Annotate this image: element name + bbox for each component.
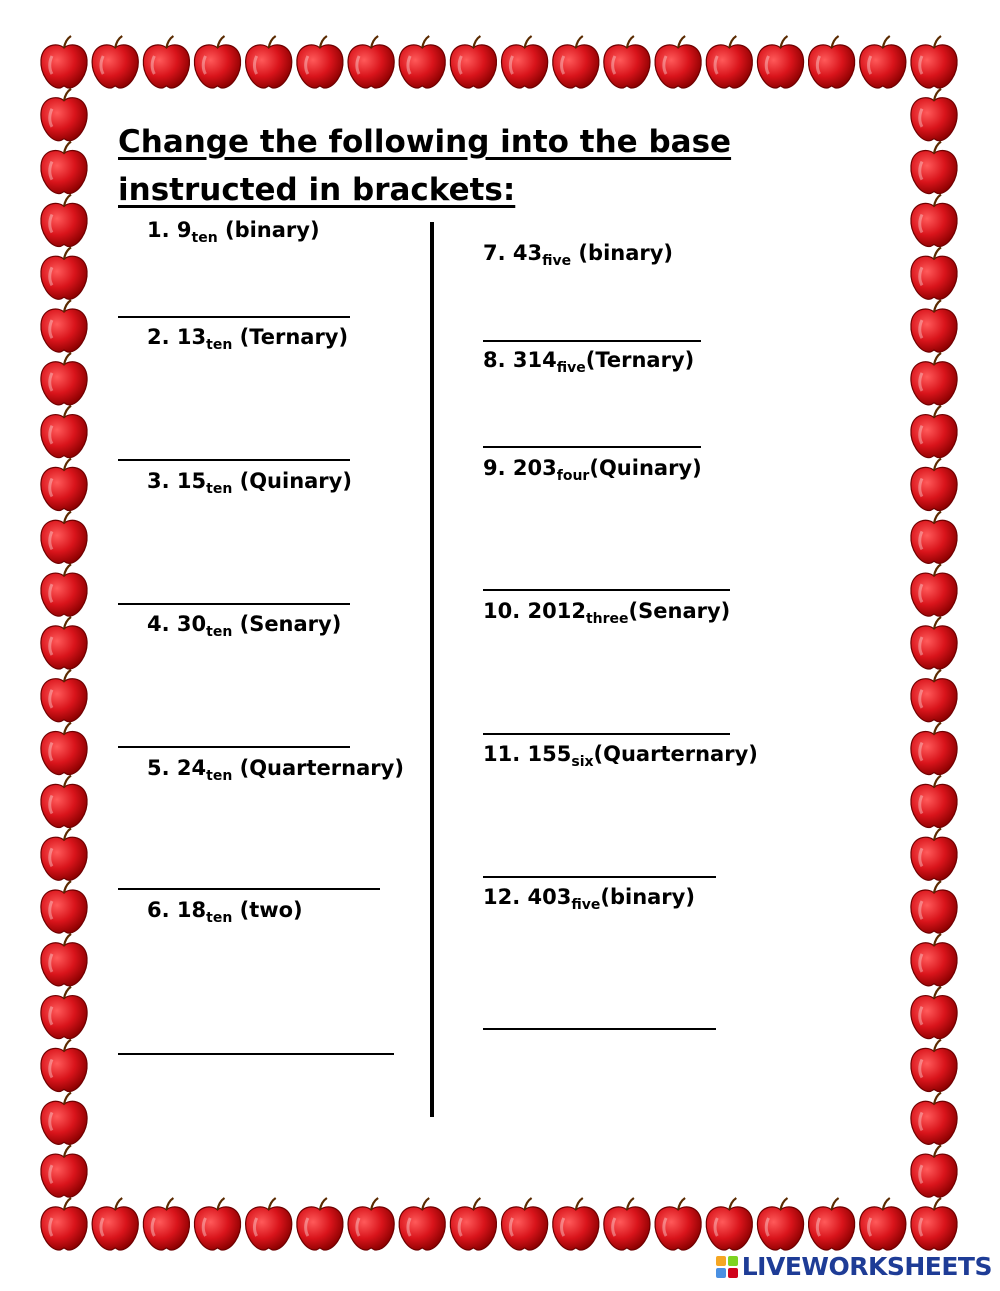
question-8: 8. $314_{five}(Ternary)$ [483,348,695,376]
apple-icon [911,36,957,88]
apple-icon [757,36,803,88]
apple-icon [194,1198,240,1250]
apple-icon [41,36,87,88]
answer-line-12[interactable] [483,1028,716,1030]
brand-text: LIVEWORKSHEETS [741,1252,992,1281]
apple-icon [911,353,957,405]
question-10: 10. $2012_{three}(Senary)$ [483,599,731,627]
apple-icon [246,1198,292,1250]
apple-icon [911,142,957,194]
apple-icon [911,89,957,141]
apple-icon [450,36,496,88]
answer-line-6[interactable] [118,1053,394,1055]
page-title: Change the following into the base instructed in brackets: [118,124,732,208]
apple-icon [399,36,445,88]
apple-icon [41,723,87,775]
apple-icon [41,670,87,722]
apple-icon [911,195,957,247]
answer-line-11[interactable] [483,876,716,878]
apple-icon [911,511,957,563]
logo-square-4 [728,1268,738,1278]
apple-icon [92,36,138,88]
apple-icon [502,1198,548,1250]
question-6: 6. $18_{ten}$ (two) [147,898,303,926]
answer-line-4[interactable] [118,746,350,748]
apple-icon [655,1198,701,1250]
apple-icon [41,459,87,511]
logo-square-1 [716,1256,726,1266]
apple-icon [911,828,957,880]
apple-icon [911,1040,957,1092]
apple-icon [655,36,701,88]
apple-icon [911,1145,957,1197]
apple-icon [92,1198,138,1250]
apple-icon [41,1040,87,1092]
apple-icon [911,617,957,669]
apple-icon [706,36,752,88]
apple-icon [809,1198,855,1250]
apple-icon [911,1092,957,1144]
question-1: 1. $9_{ten}$ (binary) [147,218,320,246]
apple-icon [348,1198,394,1250]
apple-icon [143,36,189,88]
liveworksheets-logo[interactable] [716,1252,992,1281]
liveworksheets-logo-icon [716,1256,738,1278]
apple-icon [757,1198,803,1250]
answer-line-8[interactable] [483,446,701,448]
answer-line-1[interactable] [118,316,350,318]
apple-icon [143,1198,189,1250]
apple-icon [41,881,87,933]
answer-line-3[interactable] [118,603,350,605]
question-7: 7. $43_{five}$ (binary) [483,241,674,269]
apple-icon [911,670,957,722]
apple-icon [194,36,240,88]
apple-icon [450,1198,496,1250]
apple-icon [41,934,87,986]
answer-line-5[interactable] [118,888,380,890]
apple-icon [911,564,957,616]
apple-icon [41,300,87,352]
question-12: 12. $403_{five}(binary)$ [483,885,695,913]
apple-icon [911,406,957,458]
apple-icon [41,776,87,828]
answer-line-9[interactable] [483,589,730,591]
answer-line-10[interactable] [483,733,730,735]
apple-icon [41,1092,87,1144]
column-divider [430,222,434,1117]
apple-icon [41,406,87,458]
apple-icon [41,195,87,247]
apple-icon [41,1145,87,1197]
apple-icon [911,881,957,933]
apple-icon [860,36,906,88]
apple-icon [911,987,957,1039]
apple-icon [297,1198,343,1250]
apple-icon [553,1198,599,1250]
apple-icon [911,723,957,775]
apple-icon [41,89,87,141]
apple-icon [41,564,87,616]
apple-icon [911,934,957,986]
apple-icon [911,247,957,299]
apple-icon [911,300,957,352]
apple-icon [348,36,394,88]
apple-icon [502,36,548,88]
apple-icon [604,1198,650,1250]
apple-icon [41,142,87,194]
apple-icon [41,828,87,880]
apple-icon [860,1198,906,1250]
question-5: 5. $24_{ten}$ (Quarternary) [147,756,404,784]
question-11: 11. $155_{six}(Quarternary)$ [483,742,758,770]
apple-icon [41,617,87,669]
apple-icon [41,353,87,405]
apple-icon [41,247,87,299]
apple-icon [604,36,650,88]
answer-line-7[interactable] [483,340,701,342]
answer-line-2[interactable] [118,459,350,461]
apple-icon [911,1198,957,1250]
apple-icon [911,776,957,828]
apple-icon [399,1198,445,1250]
apple-icon [553,36,599,88]
apple-icon [41,1198,87,1250]
logo-square-2 [728,1256,738,1266]
apple-icon [41,987,87,1039]
apple-icon [706,1198,752,1250]
apple-icon [911,459,957,511]
question-3: 3. $15_{ten}$ (Quinary) [147,469,352,497]
apple-icon [41,511,87,563]
question-9: 9. $203_{four}(Quinary)$ [483,456,702,484]
apple-icon [297,36,343,88]
apple-icon [246,36,292,88]
question-2: 2. $13_{ten}$ (Ternary) [147,325,349,353]
logo-square-3 [716,1268,726,1278]
apple-icon [809,36,855,88]
question-4: 4. $30_{ten}$ (Senary) [147,612,342,640]
